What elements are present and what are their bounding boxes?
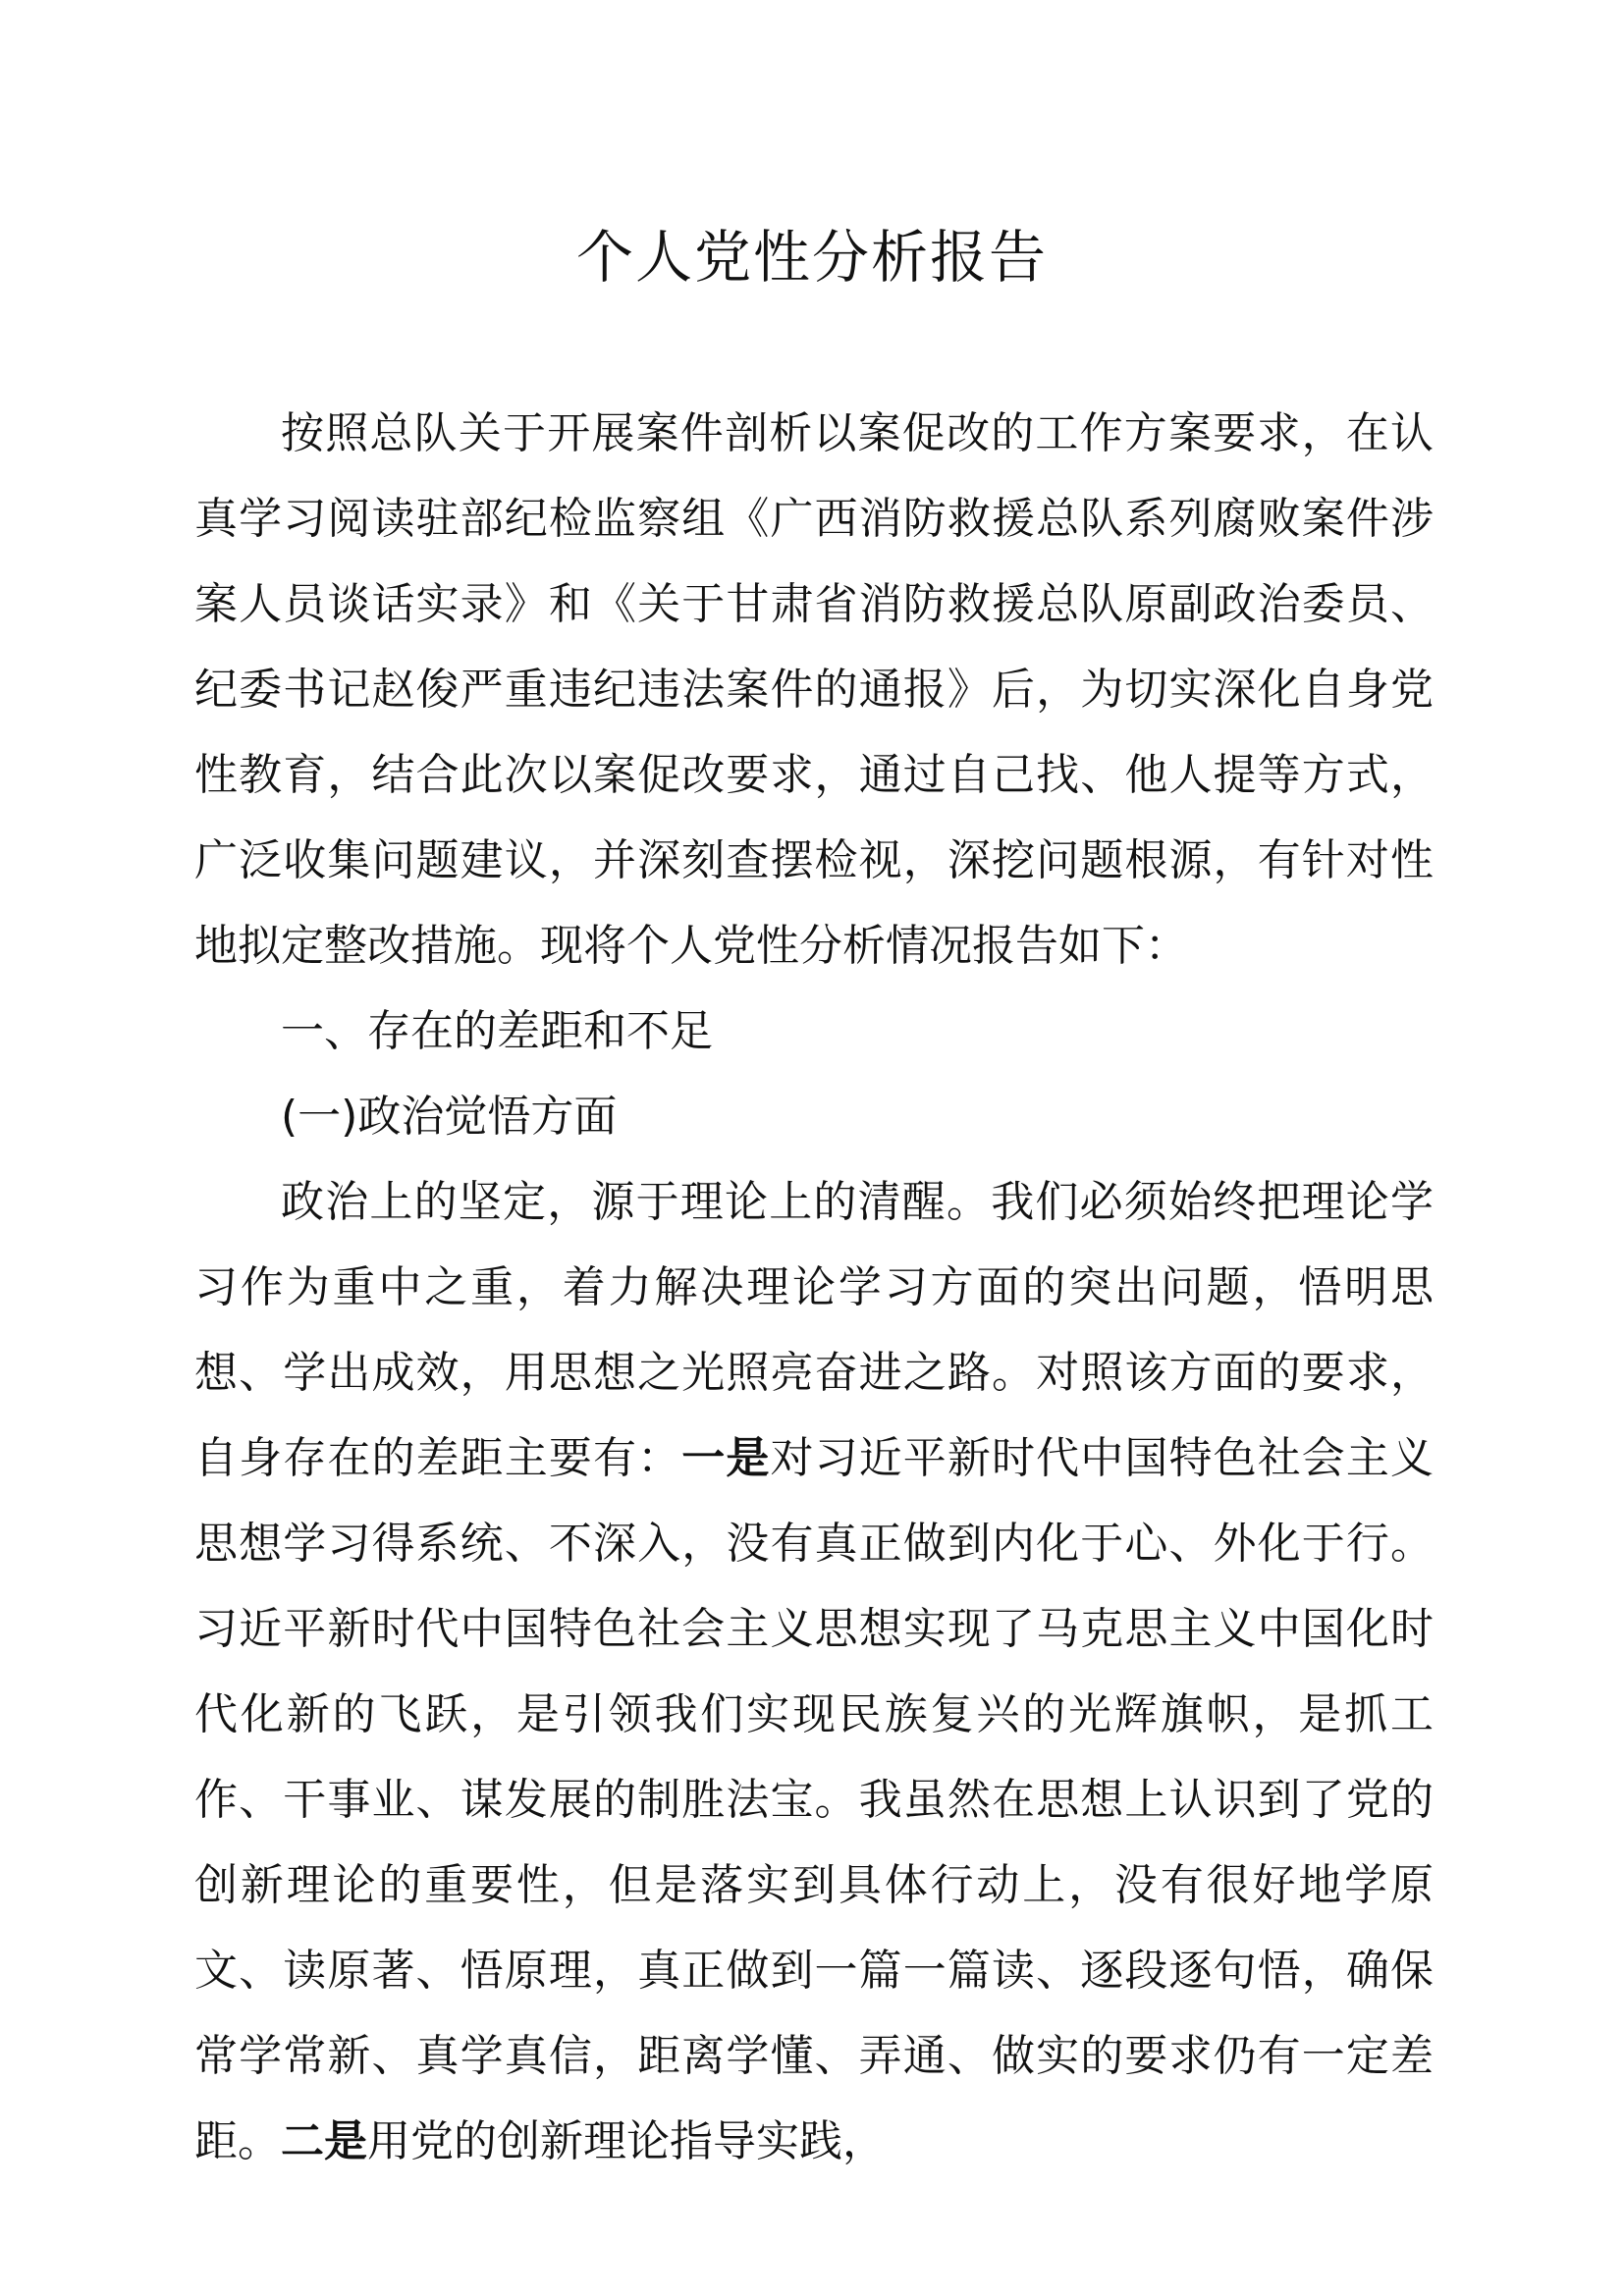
- point-two-label: 二是: [281, 2116, 367, 2166]
- point-one-text: 对习近平新时代中国特色社会主义思想学习得系统、不深入，没有真正做到内化于心、外化于行。习近平新时代中国特色社会主义思想实现了马克思主义中国化时代化新的飞跃，是引领我们实现民族复兴的光辉旗帜，是抓工作、干事业、谋发展的制胜法宝。我虽然在思想上认识到了党的创新理论的重要性，但是落实到具体行动上，没有很好地学原文、读原著、悟原理，真正做到一篇一篇读、逐段逐句悟，确保常学常新、真学真信，距离学懂、弄通、做实的要求仍有一定差距。: [194, 1433, 1435, 2166]
- intro-paragraph: 按照总队关于开展案件剖析以案促改的工作方案要求，在认真学习阅读驻部纪检监察组《广西消防救援总队系列腐败案件涉案人员谈话实录》和《关于甘肃省消防救援总队原副政治委员、纪委书记赵俊严重违纪违法案件的通报》后，为切实深化自身党性教育，结合此次以案促改要求，通过自己找、他人提等方式，广泛收集问题建议，并深刻查摆检视，深挖问题根源，有针对性地拟定整改措施。现将个人党性分析情况报告如下：: [194, 408, 1434, 971]
- point-one-label: 一是: [681, 1433, 771, 1483]
- subsection-heading: (一)政治觉悟方面: [281, 1092, 618, 1142]
- paragraph-lead: 政治上的坚定，源于理论上的清醒。我们必须始终把理论学习作为重中之重，着力解决理论学习方面的突出问题，悟明思想、学出成效，用思想之光照亮奋进之路。对照该方面的要求，自身存在的差距主要有：: [194, 1177, 1434, 1483]
- analysis-paragraph: [194, 1159, 1434, 2184]
- section-heading: 一、存在的差距和不足: [281, 1006, 713, 1056]
- document-body: [194, 391, 1434, 2184]
- document-title: 个人党性分析报告: [575, 224, 1048, 291]
- point-two-text: 用党的创新理论指导实践，: [367, 2116, 886, 2166]
